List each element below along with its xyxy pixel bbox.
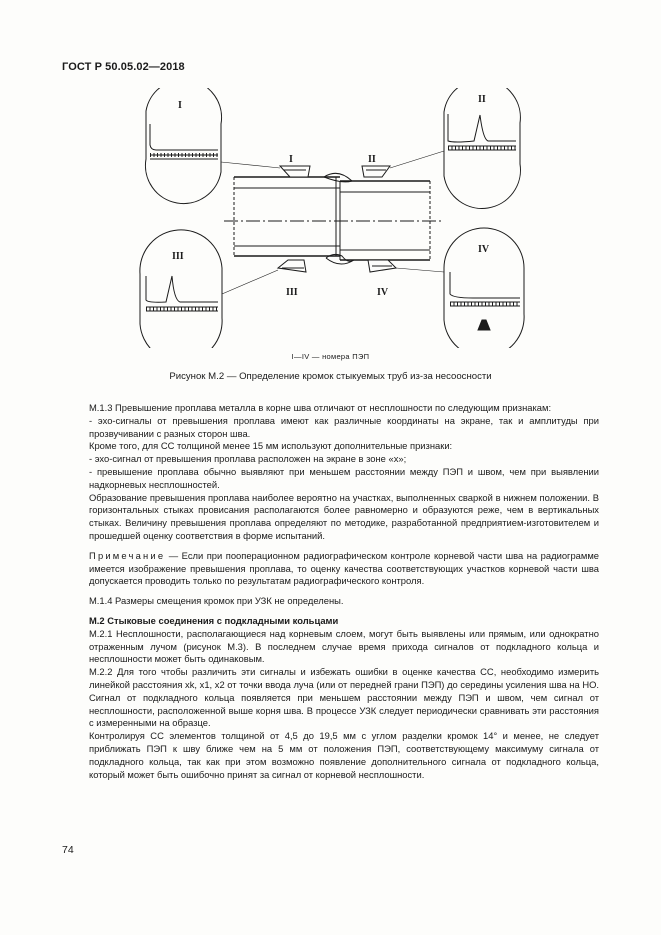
- paragraph-m14: М.1.4 Размеры смещения кромок при УЗК не определены.: [89, 595, 344, 607]
- scan-iii: [140, 230, 222, 348]
- paragraph: Контролируя СС элементов толщиной от 4,5 до 19,5 мм с углом разделки кромок 14° и менее, не следует приближать ПЭП к шву ближе чем на 5 мм от положения ПЭП, соответствующему максимуму сигнала от подкладного кольца, так как при этом возможно появление дополнительного сигнала от подкладного кольца, который может быть ошибочно принят за сигнал от корневой несплошности.: [89, 730, 599, 780]
- probe-iii: [278, 260, 306, 272]
- scan-label-i: I: [178, 100, 182, 111]
- body-text: [89, 402, 599, 781]
- scan-label-iii: III: [172, 251, 184, 262]
- probe-label-ii: II: [368, 154, 376, 165]
- scan-label-iv: IV: [478, 244, 490, 255]
- figure-m2: [128, 88, 538, 348]
- probe-ii: [362, 166, 390, 177]
- note: [89, 550, 599, 588]
- note-label: Примечание: [89, 549, 166, 561]
- paragraph-m21: М.2.1 Несплошности, располагающиеся над корневым слоем, могут быть выявлены или прямым, или однократно отраженным лучом (рисунок М.3). В последнем случае время прихода сигналов от подкладного кольца и несплошности может быть одинаковым.: [89, 627, 599, 665]
- scan-ii: [444, 88, 520, 208]
- probe-label-iii: III: [286, 287, 298, 298]
- paragraph-m22: М.2.2 Для того чтобы различить эти сигналы и избежать ошибки в оценке качества СС, необходимо измерить линейкой расстояния xk, x1, x2 от точки ввода луча (или от передней грани ПЭП) до середины усиления шва на НО. Сигнал от подкладного кольца появляется при меньшем расстоянии между ПЭП и швом, чем сигнал от несплошности, расположенной выше корня шва. В процессе УЗК следует периодически сравнивать эти расстояния с измеренными на образце.: [89, 666, 599, 729]
- figure-legend: I—IV — номера ПЭП: [291, 352, 370, 361]
- note-text: — Если при пооперационном радиографическом контроле корневой части шва на радиограмме имеется изображение превышения проплава, то оценку качества соответствующих участков корневой части шва допускается проводить только по результатам радиографического контроля.: [89, 549, 599, 587]
- probe-i: [280, 166, 310, 177]
- scan-label-ii: II: [478, 94, 486, 105]
- paragraph-list-item: - эхо-сигнал от превышения проплава расположен на экране в зоне «x»;: [89, 453, 407, 465]
- page-number: 74: [62, 844, 74, 856]
- paragraph-m13: М.1.3 Превышение проплава металла в корне шва отличают от несплошности по следующим признакам:: [89, 402, 552, 413]
- scan-i: [145, 88, 221, 204]
- probe-label-i: I: [289, 154, 293, 165]
- pipe-body: [224, 177, 444, 260]
- paragraph: Образование превышения проплава наиболее вероятно на участках, выполненных сваркой в нижнем положении. В горизонтальных стыках провисания располагаются более равномерно и образуются реже, чем в вертикальных стыках. Величину превышения проплава определяют по методике, разработанной предприятием-изготовителем и прошедшей оценку соответствия в форме испытаний.: [89, 491, 599, 541]
- paragraph-list-item: - превышение проплава обычно выявляют при меньшем расстоянии между ПЭП и швом, чем при выявлении надкорневых несплошностей.: [89, 465, 599, 490]
- section-heading-m2: М.2 Стыковые соединения с подкладными кольцами: [89, 614, 339, 626]
- paragraph-list-item: - эхо-сигналы от превышения проплава имеют как различные координаты на экране, так и амплитуды при прозвучивании с разных сторон шва.: [89, 414, 599, 439]
- pipe-misalignment-diagram: [128, 88, 538, 348]
- document-header: ГОСТ Р 50.05.02—2018: [62, 61, 185, 73]
- probe-iv: [368, 260, 396, 272]
- probe-label-iv: IV: [377, 287, 389, 298]
- paragraph: Кроме того, для СС толщиной менее 15 мм используют дополнительные признаки:: [89, 440, 453, 452]
- figure-caption: Рисунок М.2 — Определение кромок стыкуемых труб из-за несоосности: [169, 371, 492, 382]
